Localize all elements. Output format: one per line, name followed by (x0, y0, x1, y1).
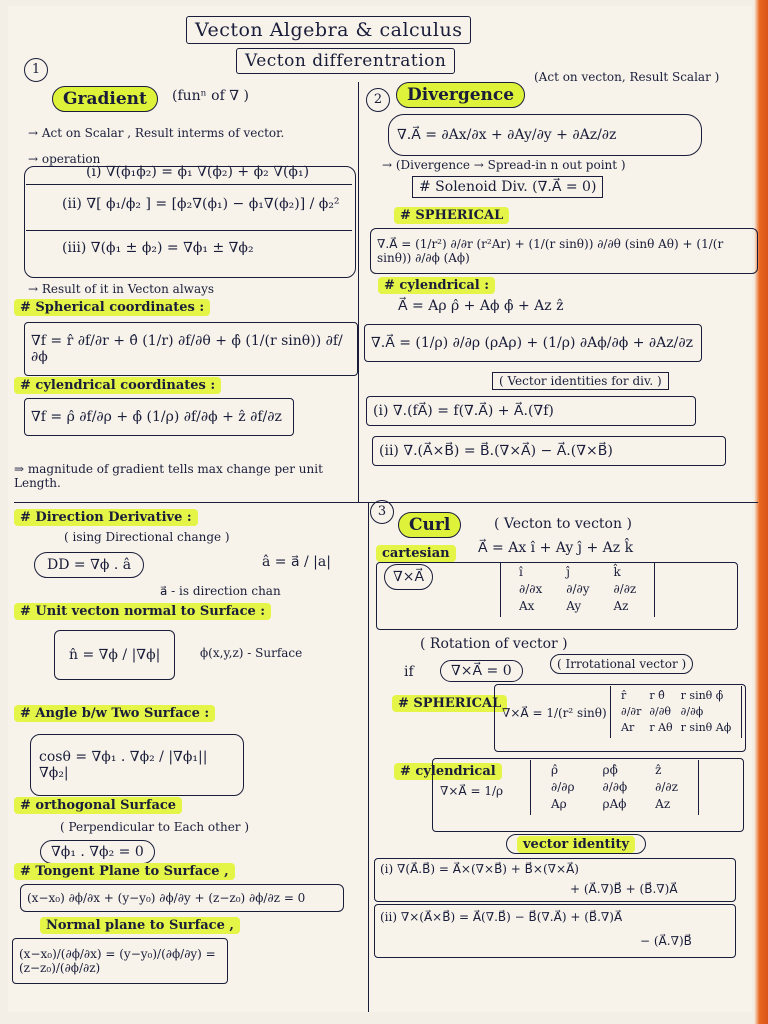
spherical-determinant (610, 686, 742, 738)
normal-plane-label-text: Normal plane to Surface , (40, 917, 240, 934)
det-cell: Az (613, 599, 629, 613)
cylindrical-label-text: # cylendrical coordinates : (14, 377, 221, 394)
operation-box (24, 166, 356, 278)
det-cell: ∂/∂ϕ (680, 705, 704, 718)
cylindrical-determinant (530, 760, 699, 815)
divergence-formula: ∇.A⃗ = ∂Ax/∂x + ∂Ay/∂y + ∂Az/∂z (388, 114, 702, 156)
div-spherical-label-text: # SPHERICAL (394, 207, 509, 224)
page-title: Vecton Algebra & calculus (186, 16, 471, 44)
curl-identity-1a: (i) ∇(A⃗.B⃗) = A⃗×(∇×B⃗) + B⃗×(∇×A⃗) (380, 862, 579, 876)
det-row (537, 779, 692, 796)
det-row (617, 720, 735, 736)
orthogonal-label (14, 798, 182, 813)
det-cell: ∂/∂y (566, 582, 590, 596)
curl-identity-2a: (ii) ∇×(A⃗×B⃗) = A⃗(∇.B⃗) − B⃗(∇.A⃗) + (B⃗.∇)A⃗ (380, 910, 623, 924)
directional-label (14, 510, 198, 525)
det-cell: ρ̂ (551, 763, 559, 777)
operation-3: (iii) ∇(ϕ₁ ± ϕ₂) = ∇ϕ₁ ± ∇ϕ₂ (62, 240, 254, 256)
magnitude-note: ⇒ magnitude of gradient tells max change per unit Length. (14, 462, 323, 490)
surface-note: ϕ(x,y,z) - Surface (200, 646, 303, 660)
div-identity-2: (ii) ∇.(A⃗×B⃗) = B⃗.(∇×A⃗) − A⃗.(∇×B⃗) (372, 436, 726, 466)
det-cell: r sinθ Aϕ (680, 721, 732, 734)
det-cell: k̂ (613, 565, 621, 579)
rotation-note: ( Rotation of vector ) (420, 636, 568, 652)
if-label: if (404, 664, 414, 680)
div-spherical-formula: ∇.A⃗ = (1/r²) ∂/∂r (r²Ar) + (1/(r sinθ)) ∂/∂θ (sinθ Aθ) + (1/(r sinθ)) ∂/∂ϕ (Aϕ) (370, 228, 758, 274)
tangent-label (14, 864, 235, 879)
div-cylindrical-label (378, 278, 495, 293)
spherical-curl-lhs: ∇×A⃗ = 1/(r² sinθ) (502, 706, 607, 720)
det-cell: ∂/∂ρ (551, 780, 575, 794)
cartesian-curl-box (376, 562, 738, 630)
div-identities-label: ( Vector identities for div. ) (492, 372, 669, 390)
det-cell: î (519, 565, 523, 579)
section-number: 2 (366, 88, 390, 112)
det-row (617, 704, 735, 720)
curl-a-vector: A⃗ = Ax î + Ay ĵ + Az k̂ (478, 540, 634, 556)
det-row (617, 688, 735, 704)
angle-label (14, 706, 215, 721)
gradient-heading: Gradient (52, 86, 158, 112)
det-cell: Ax (519, 599, 535, 613)
div-identity-1: (i) ∇.(fA⃗) = f(∇.A⃗) + A⃗.(∇f) (366, 396, 696, 426)
div-cylindrical-formula: ∇.A⃗ = (1/ρ) ∂/∂ρ (ρAρ) + (1/ρ) ∂Aϕ/∂ϕ + ∂Az/∂z (364, 324, 702, 362)
cylindrical-det-table (537, 762, 692, 813)
det-cell: ∂/∂ϕ (602, 780, 628, 794)
divergence-heading: Divergence (396, 82, 525, 108)
curl-identity-1b: + (A⃗.∇)B⃗ + (B⃗.∇)A⃗ (570, 882, 678, 896)
det-cell: r θ̂ (649, 689, 665, 702)
spherical-label (14, 300, 210, 315)
curl-spherical-label (392, 696, 507, 711)
det-cell: ∂/∂θ (649, 705, 672, 718)
column-divider-top (358, 82, 359, 502)
divergence-note: (Act on vecton, Result Scalar ) (534, 70, 720, 84)
angle-formula: cosθ = ∇ϕ₁ . ∇ϕ₂ / |∇ϕ₁||∇ϕ₂| (30, 734, 244, 796)
det-cell: ∂/∂r (621, 705, 642, 718)
det-cell: ĵ (566, 565, 570, 579)
det-row (537, 796, 692, 813)
curl-heading: Curl (398, 512, 461, 538)
orthogonal-label-text: # orthogonal Surface (14, 797, 182, 814)
operation-2: (ii) ∇[ ϕ₁/ϕ₂ ] = [ϕ₂∇(ϕ₁) − ϕ₁∇(ϕ₂)] / ϕ₂² (62, 196, 340, 212)
det-cell: ∂/∂z (655, 780, 678, 794)
divergence-description: → (Divergence → Spread-in n out point ) (382, 158, 626, 172)
curl-spherical-label-text: # SPHERICAL (392, 695, 507, 712)
tangent-label-text: # Tongent Plane to Surface , (14, 863, 235, 880)
curl-cylindrical-label-text: # cylendrical (394, 763, 502, 780)
det-row (537, 762, 692, 779)
result-note: → Result of it in Vecton always (28, 282, 215, 296)
operation-1: (i) ∇(ϕ₁ϕ₂) = ϕ₁ ∇(ϕ₂) + ϕ₂ ∇(ϕ₁) (86, 164, 310, 180)
gradient-act-note: → Act on Scalar , Result interms of vector. (28, 126, 285, 140)
det-cell: ρAϕ (602, 797, 627, 811)
normal-plane-formula: (x−x₀)/(∂ϕ/∂x) = (y−y₀)/(∂ϕ/∂y) = (z−z₀)/(∂ϕ/∂z) (12, 938, 228, 984)
curl-note: ( Vecton to vecton ) (494, 516, 632, 532)
det-cell: ∂/∂x (519, 582, 543, 596)
det-cell: Aρ (551, 797, 567, 811)
cylindrical-label (14, 378, 221, 393)
page-edge (754, 0, 768, 1024)
cylindrical-gradient-formula: ∇f = ρ̂ ∂f/∂ρ + ϕ̂ (1/ρ) ∂f/∂ϕ + ẑ ∂f/∂z (24, 398, 294, 436)
angle-label-text: # Angle b/w Two Surface : (14, 705, 215, 722)
cartesian-label-text: cartesian (376, 545, 456, 562)
irrotational-condition: ∇×A⃗ = 0 (440, 660, 523, 682)
unit-normal-label-text: # Unit vecton normal to Surface : (14, 603, 271, 620)
unit-a-formula: â = a⃗ / |a| (262, 554, 331, 570)
spherical-label-text: # Spherical coordinates : (14, 299, 210, 316)
directional-label-text: # Direction Derivative : (14, 509, 198, 526)
det-cell: Az (655, 797, 671, 811)
cartesian-label (376, 546, 456, 561)
op-divider (26, 184, 352, 185)
section-number: 1 (24, 58, 48, 82)
op-divider (26, 230, 352, 231)
vector-identity-heading-text: vector identity (517, 836, 635, 853)
det-cell: ∂/∂z (613, 582, 637, 596)
curl-identity-2b: − (A⃗.∇)B⃗ (640, 934, 692, 948)
curl-expression: ∇×A⃗ (384, 564, 433, 590)
gradient-note: (funⁿ of ∇ ) (172, 88, 249, 104)
unit-normal-label (14, 604, 271, 619)
det-cell: r sinθ ϕ̂ (680, 689, 724, 702)
det-cell: r̂ (621, 689, 627, 702)
page-subtitle: Vecton differentration (236, 48, 455, 74)
a-note: a⃗ - is direction chan (160, 584, 281, 598)
tangent-formula: (x−x₀) ∂ϕ/∂x + (y−y₀) ∂ϕ/∂y + (z−z₀) ∂ϕ/∂z = 0 (20, 884, 344, 912)
unit-normal-formula: n̂ = ∇ϕ / |∇ϕ| (54, 630, 175, 680)
spherical-det-table (617, 688, 735, 736)
solenoid-formula: # Solenoid Div. (∇.A⃗ = 0) (412, 176, 603, 198)
cylindrical-curl-lhs: ∇×A⃗ = 1/ρ (440, 784, 504, 798)
operation-label: → operation (28, 152, 101, 166)
det-cell: r Aθ (649, 721, 673, 734)
orthogonal-formula: ∇ϕ₁ . ∇ϕ₂ = 0 (40, 840, 155, 864)
det-cell: Ay (566, 599, 582, 613)
det-cell: ẑ (655, 763, 662, 777)
div-cylindrical-label-text: # cylendrical : (378, 277, 495, 294)
div-spherical-label (394, 208, 509, 223)
irrotational-note: ( Irrotational vector ) (550, 654, 693, 674)
det-cell: Ar (621, 721, 635, 734)
div-cylindrical-a: A⃗ = Aρ ρ̂ + Aϕ ϕ̂ + Az ẑ (398, 298, 564, 314)
det-cell: ρϕ̂ (602, 763, 618, 777)
dd-formula: DD = ∇ϕ . â (34, 552, 144, 578)
orthogonal-note: ( Perpendicular to Each other ) (60, 820, 250, 834)
column-divider-bottom (368, 502, 369, 1012)
normal-plane-label (40, 918, 240, 933)
directional-note: ( ising Directional change ) (64, 530, 230, 544)
section-number: 3 (370, 500, 394, 524)
spherical-gradient-formula: ∇f = r̂ ∂f/∂r + θ̂ (1/r) ∂f/∂θ + ϕ̂ (1/(r sinθ)) ∂f/∂ϕ (24, 322, 358, 376)
vector-identity-heading (506, 834, 646, 854)
